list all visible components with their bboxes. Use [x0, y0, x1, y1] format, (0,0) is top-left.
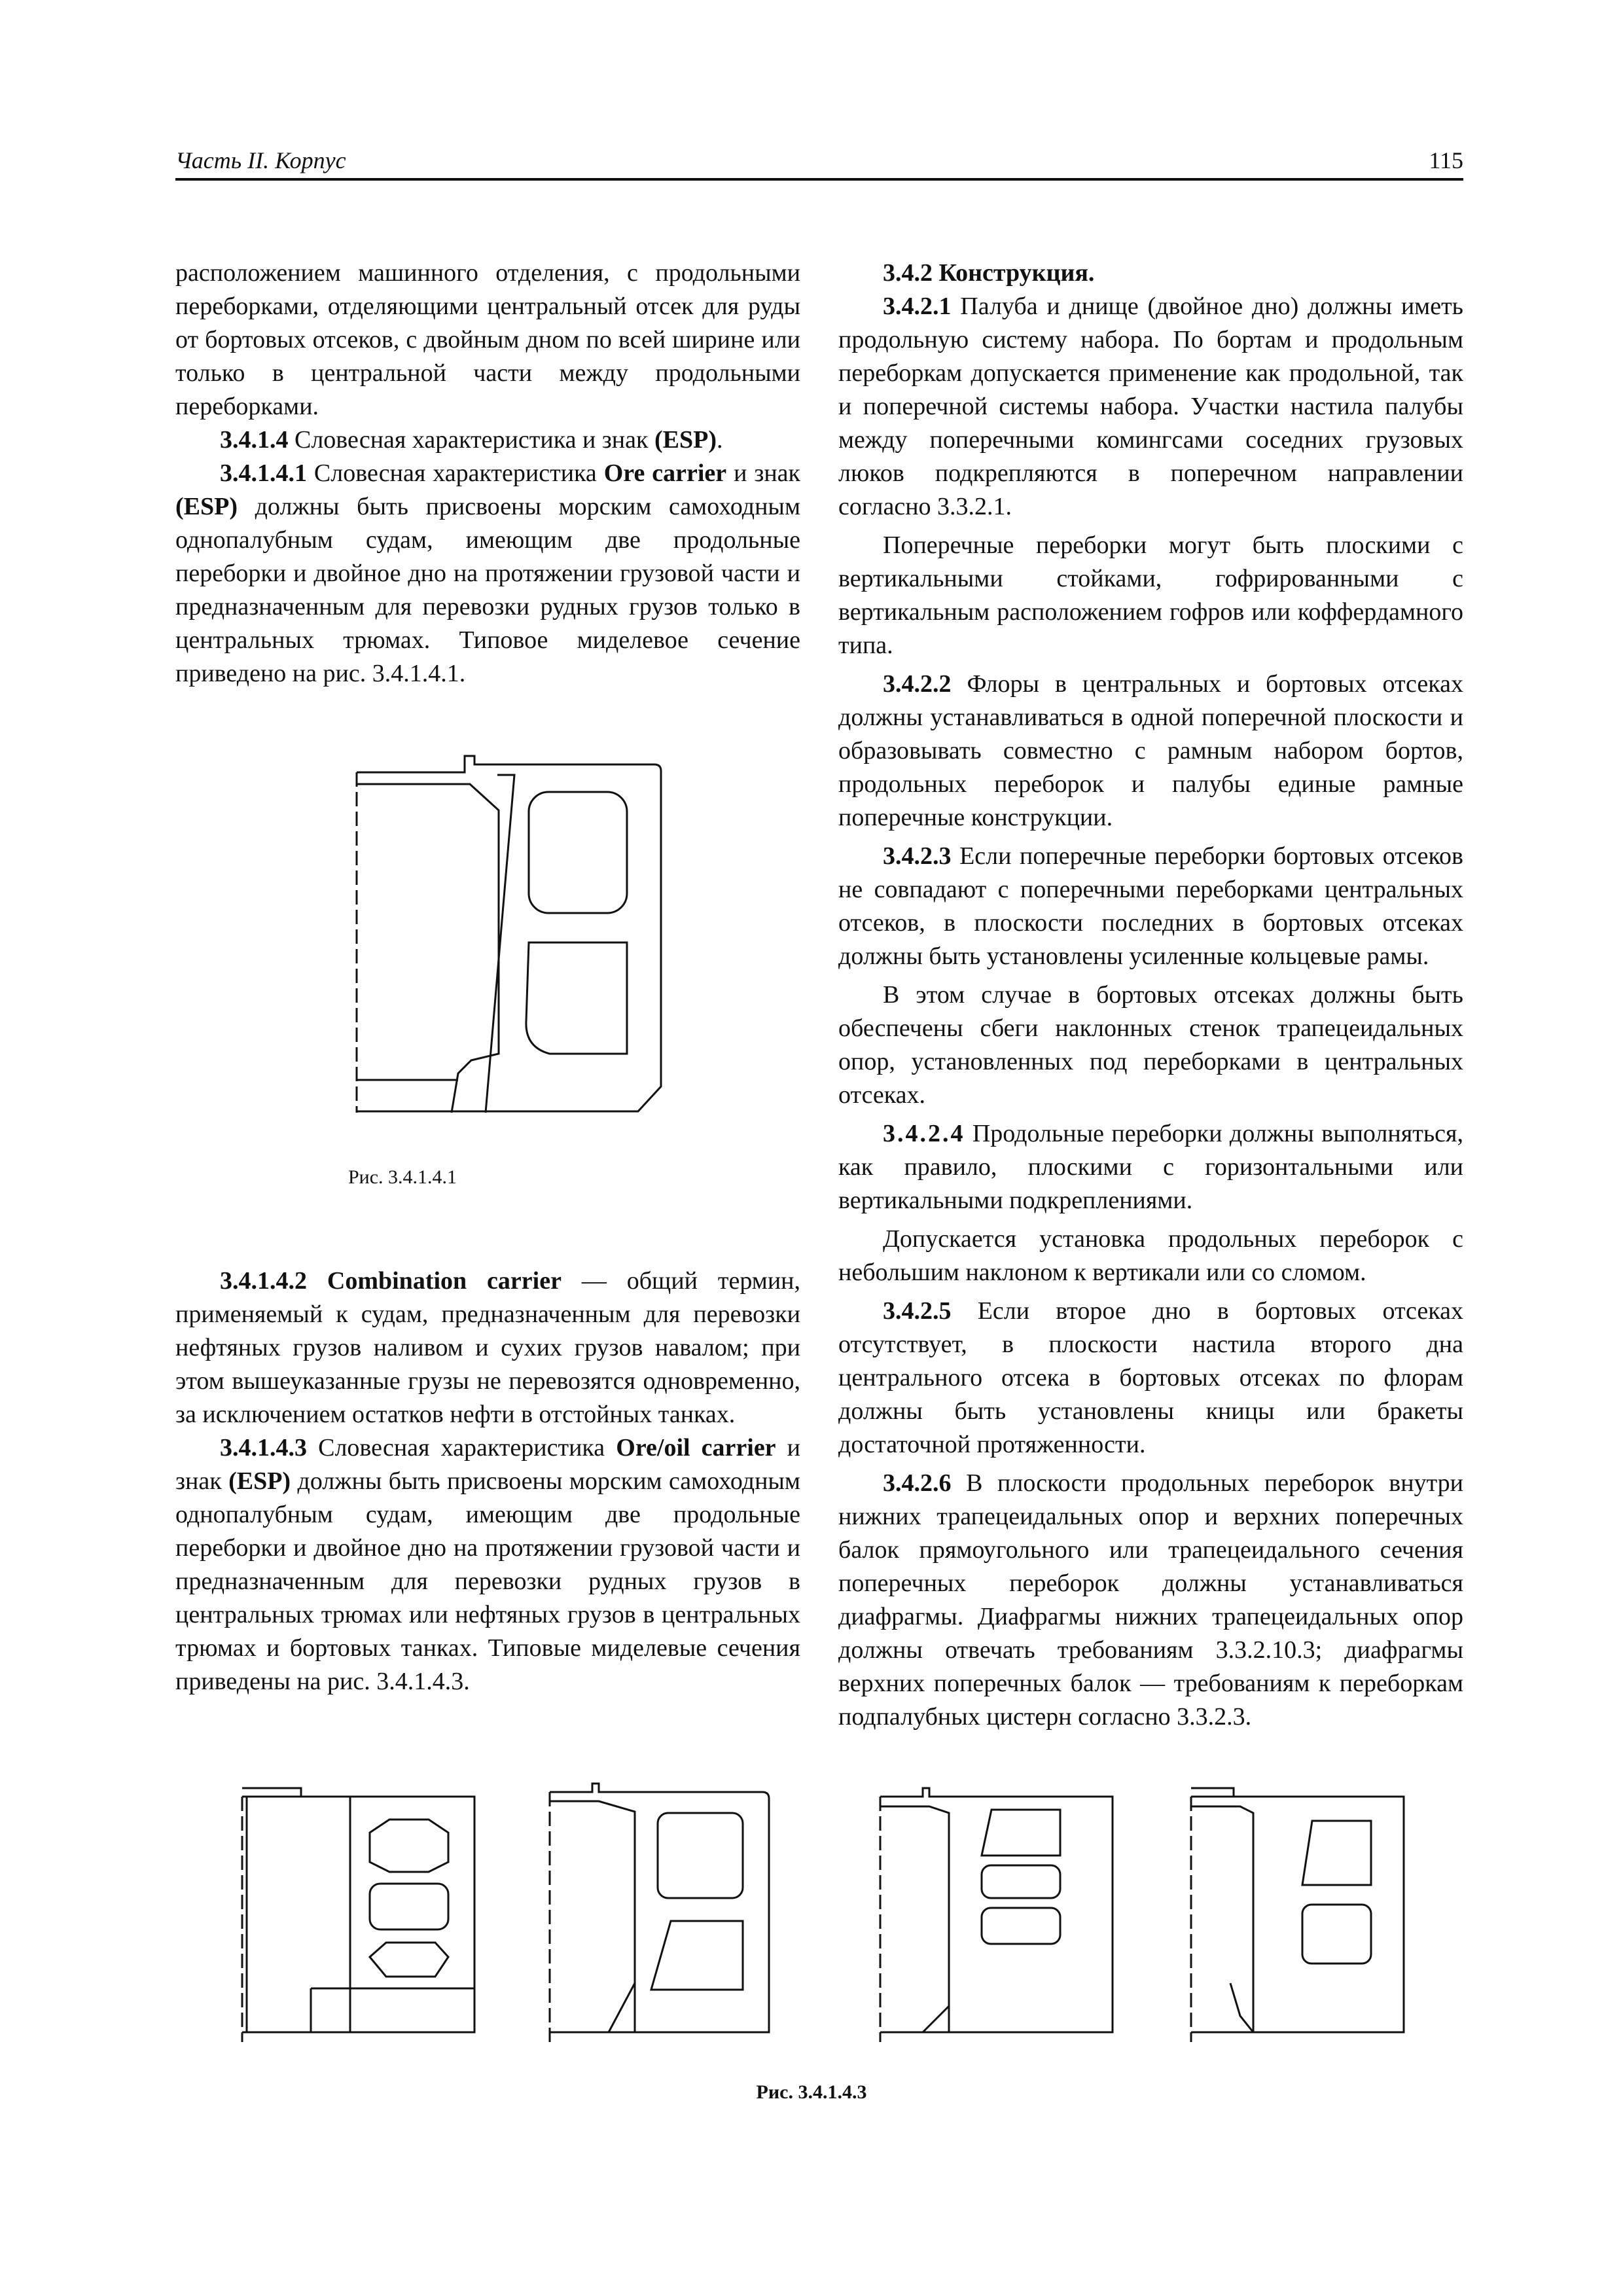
- paragraph-3-4-1-4-3: 3.4.1.4.3 Словесная характеристика Ore/oil carrier и знак (ESP) должны быть присвоены морским самоходным однопалубным судам, имеющим две продольные переборки и двойное дно на протяжении грузовой части и предназначенным для перевозки рудных грузов в центральных трюмах или нефтяных грузов в центральных трюмах и бортовых танках. Типовые миделевые сечения приведены на рис. 3.4.1.4.3.: [175, 1434, 801, 1695]
- left-column: [175, 257, 800, 691]
- paragraph-3-4-1-4: 3.4.1.4 Словесная характеристика и знак (ESP).: [220, 426, 723, 454]
- paragraph-3-4-2-4: 3.4.2.4 Продольные переборки должны выполняться, как правило, плоскими с горизонтальными или вертикальными подкреплениями.: [838, 1120, 1463, 1214]
- section-heading: 3.4.2 Конструкция.: [883, 259, 1095, 287]
- paragraph-3-4-1-4-2: 3.4.1.4.2 Combination carrier — общий термин, применяемый к судам, предназначенным для перевозки нефтяных грузов наливом и сухих грузов навалом; при этом вышеуказанные грузы не перевозятся одновременно, за исключением остатков нефти в отстойных танках.: [175, 1267, 800, 1428]
- figure-caption: Рис. 3.4.1.4.1: [348, 1166, 457, 1188]
- paragraph-3-4-2-2: 3.4.2.2 Флоры в центральных и бортовых отсеках должны устанавливаться в одной поперечной плоскости и образовывать совместно с рамным набором бортов, продольных переборок и палубы единые рамные поперечные конструкции.: [838, 670, 1463, 831]
- paragraph: В этом случае в бортовых отсеках должны быть обеспечены сбеги наклонных стенок трапецеидальных опор, установленных под переборками в центральных отсеках.: [838, 981, 1463, 1109]
- right-column: [838, 257, 1463, 1734]
- figure-section-3: [877, 1774, 1126, 2049]
- figure-section-4: [1188, 1774, 1423, 2049]
- paragraph-3-4-2-3: 3.4.2.3 Если поперечные переборки бортовых отсеков не совпадают с поперечными переборками центральных отсеков, в плоскости последних в бортовых отсеках должны быть установлены усиленные кольцевые рамы.: [838, 842, 1463, 970]
- paragraph: Допускается установка продольных переборок с небольшим наклоном к вертикали или со сломом.: [838, 1225, 1463, 1286]
- paragraph-3-4-2-6: 3.4.2.6 В плоскости продольных переборок внутри нижних трапецеидальных опор и верхних поперечных балок прямоугольного или трапецеидального сечения поперечных переборок должны устанавливаться диафрагмы. Диафрагмы нижних трапецеидальных опор должны отвечать требованиям 3.3.2.10.3; диафрагмы верхних поперечных балок — требованиям к переборкам подпалубных цистерн согласно 3.3.2.3.: [838, 1469, 1463, 1731]
- paragraph-3-4-2-5: 3.4.2.5 Если второе дно в бортовых отсеках отсутствует, в плоскости настила второго дна центрального отсека в бортовых отсеках по флорам должны быть установлены кницы или бракеты достаточной протяженности.: [838, 1297, 1463, 1458]
- section-number: 3.4.1.4.1: [220, 459, 307, 487]
- section-number: 3.4.1.4: [220, 426, 289, 454]
- figure-section-2: [546, 1774, 795, 2049]
- page-number: 115: [1429, 147, 1463, 173]
- figure-midship-section-ore-carrier: [353, 733, 681, 1126]
- paragraph-3-4-2-1: 3.4.2.1 Палуба и днище (двойное дно) должны иметь продольную систему набора. По бортам и продольным переборкам допускается применение как продольной, так и поперечной системы набора. Участки настила палубы между поперечными комингсами соседних грузовых люков подкрепляются в поперечном направлении согласно 3.3.2.1.: [838, 293, 1463, 520]
- page-header: [175, 143, 1463, 179]
- figure-section-1: [239, 1774, 488, 2049]
- running-title: Часть II. Корпус: [175, 147, 346, 173]
- paragraph-3-4-1-4-1: 3.4.1.4.1 Словесная характеристика Ore carrier и знак (ESP) должны быть присвоены морским самоходным однопалубным судам, имеющим две продольные переборки и двойное дно на протяжении грузовой части и предназначенным для перевозки рудных грузов только в центральных трюмах. Типовое миделевое сечение приведено на рис. 3.4.1.4.1.: [175, 459, 800, 687]
- paragraph-continued: расположением машинного отделения, с продольными переборками, отделяющими центральный отсек для руды от бортовых отсеков, с двойным дном по всей ширине или только в центральной части между продольными переборками.: [175, 259, 800, 420]
- left-column-bottom: [175, 1265, 800, 1698]
- header-rule: [175, 178, 1463, 181]
- paragraph: Поперечные переборки могут быть плоскими с вертикальными стойками, гофрированными с вертикальным расположением гофров или коффердамного типа.: [838, 531, 1463, 659]
- figure-caption: Рис. 3.4.1.4.3: [756, 2081, 867, 2103]
